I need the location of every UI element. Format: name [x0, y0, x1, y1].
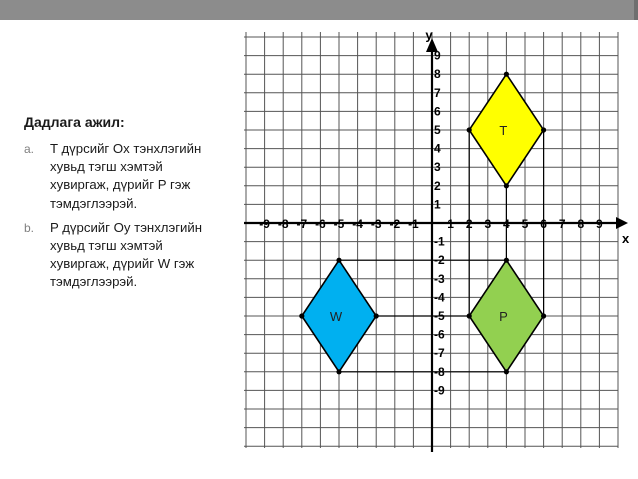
vertex-point — [504, 72, 509, 77]
y-axis-label: y — [425, 27, 433, 43]
vertex-point — [541, 127, 546, 132]
x-tick-label: 4 — [503, 217, 510, 231]
y-tick-label: -7 — [434, 346, 445, 361]
vertex-point — [504, 258, 509, 263]
y-tick-label: 9 — [434, 48, 441, 63]
task-b-marker: b. — [24, 220, 35, 235]
x-tick-label: -7 — [296, 217, 308, 231]
shape-label-w: W — [329, 309, 343, 324]
x-tick-label: -8 — [277, 217, 289, 231]
y-tick-label: 3 — [434, 160, 441, 175]
y-tick-label: -2 — [434, 253, 445, 268]
y-tick-label: -3 — [434, 271, 445, 286]
x-tick-label: -1 — [408, 217, 419, 231]
vertex-point — [336, 258, 341, 263]
coordinate-plane — [238, 26, 630, 454]
x-axis-label: x — [622, 231, 630, 246]
vertex-point — [299, 313, 304, 318]
x-tick-label: -9 — [259, 217, 270, 231]
x-tick-label: -5 — [333, 217, 345, 231]
exercise-heading: Дадлага ажил: — [24, 114, 125, 130]
top-bar-accent — [634, 0, 638, 20]
y-tick-label: -6 — [434, 327, 445, 342]
task-b-line: тэмдэглээрэй. — [50, 274, 138, 290]
task-b-line: хувиргаж, дүрийг W гэж — [50, 256, 195, 272]
vertex-point — [504, 369, 509, 374]
vertex-point — [467, 313, 472, 318]
x-tick-label: 1 — [447, 217, 454, 231]
x-tick-label: 9 — [596, 217, 603, 231]
x-tick-label: 5 — [521, 217, 529, 231]
y-tick-label: 5 — [434, 123, 441, 137]
task-a-line: T дүрсийг Ox тэнхлэгийн — [50, 141, 202, 156]
x-axis-arrow-icon — [616, 217, 628, 229]
task-a-line: хувьд тэгш хэмтэй — [50, 159, 163, 175]
y-tick-label: 8 — [434, 67, 441, 82]
vertex-point — [467, 127, 472, 132]
top-bar — [0, 0, 638, 20]
vertex-point — [504, 183, 509, 188]
task-b-line: хувьд тэгш хэмтэй — [50, 238, 163, 254]
vertex-point — [541, 313, 546, 318]
vertex-point — [374, 313, 379, 318]
shape-label-p: P — [499, 309, 508, 324]
y-tick-label: 6 — [434, 104, 441, 119]
y-tick-label: -8 — [434, 364, 445, 379]
x-tick-label: 3 — [484, 217, 492, 231]
x-tick-label: 2 — [465, 217, 473, 231]
x-tick-label: 6 — [540, 217, 547, 231]
task-a-line: хувиргаж, дүрийг P гэж — [50, 177, 191, 193]
y-tick-label: 2 — [434, 178, 441, 193]
x-tick-label: -6 — [315, 217, 326, 231]
x-tick-label: -2 — [389, 217, 401, 231]
vertex-point — [336, 369, 341, 374]
task-a — [24, 140, 238, 213]
task-b-line: P дүрсийг Oy тэнхлэгийн — [50, 219, 203, 235]
x-tick-label: 8 — [577, 217, 585, 231]
y-tick-label: -1 — [434, 234, 445, 249]
x-tick-label: 7 — [558, 217, 566, 231]
exercise-text — [24, 114, 238, 298]
x-tick-label: -3 — [370, 217, 382, 231]
task-a-line: тэмдэглээрэй. — [50, 195, 138, 211]
y-tick-label: 1 — [434, 197, 441, 212]
y-tick-label: -4 — [434, 290, 445, 305]
x-tick-label: -4 — [352, 217, 363, 231]
y-tick-label: -9 — [434, 383, 445, 398]
task-b — [24, 219, 238, 292]
y-tick-label: -5 — [434, 309, 445, 323]
shape-label-t: T — [499, 123, 508, 138]
y-tick-label: 7 — [434, 85, 441, 100]
task-a-marker: a. — [24, 142, 35, 156]
y-tick-label: 4 — [434, 141, 441, 156]
